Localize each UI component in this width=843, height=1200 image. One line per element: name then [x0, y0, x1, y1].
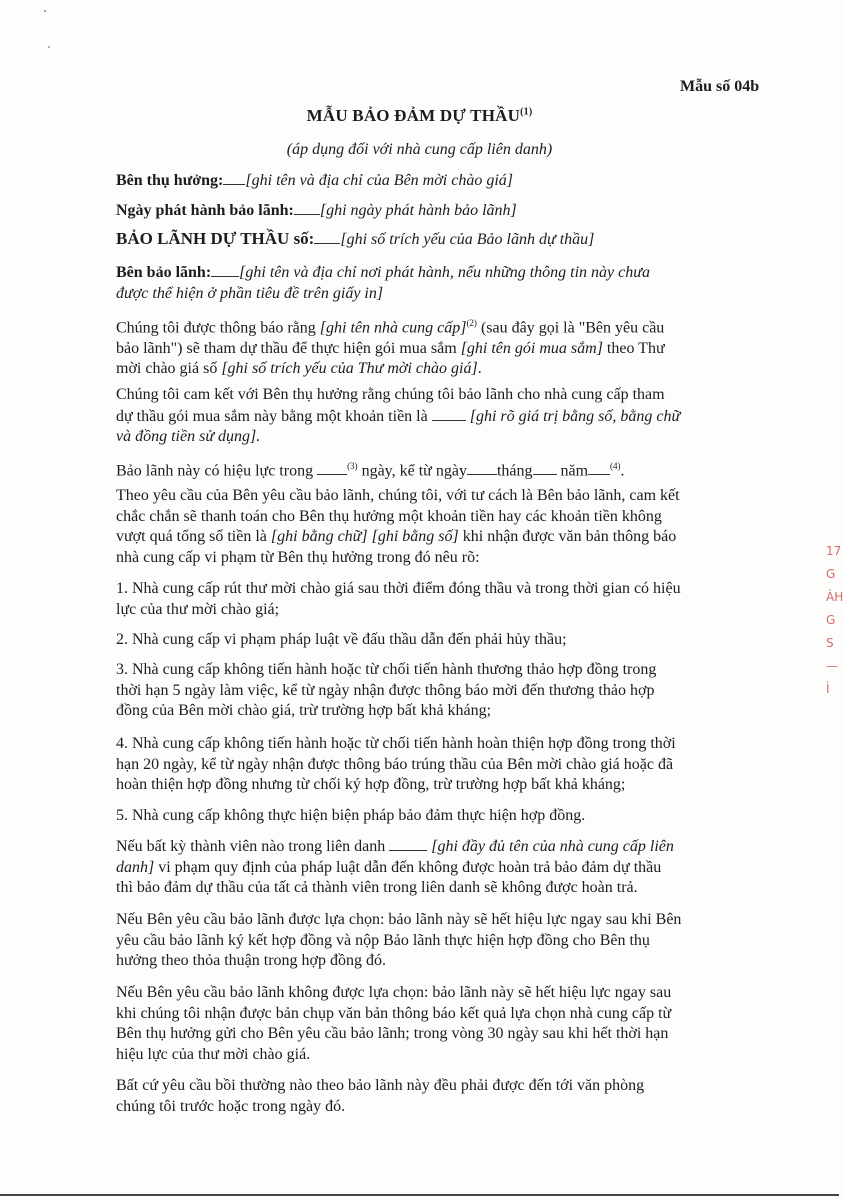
blank-line	[294, 200, 320, 215]
blank-line	[588, 460, 610, 475]
blank-line	[211, 262, 239, 277]
paragraph-not-selected: Nếu Bên yêu cầu bảo lãnh không được lựa chọn: bảo lãnh này sẽ hết hiệu lực ngay sau khi chúng tôi nhận được bản chụp văn bản thông báo kết quả lựa chọn nhà cung cấp từ Bên thụ hưởng gửi cho Bên yêu cầu bảo lãnh; trong vòng 30 ngày sau khi hết thời hạn hiệu lực của thư mời chào giá.	[116, 984, 672, 1063]
blank-line	[432, 406, 466, 421]
blank-line	[317, 460, 347, 475]
blank-line	[389, 836, 427, 851]
blank-line	[223, 170, 245, 185]
guarantor-line: Bên bảo lãnh: [ghi tên và địa chỉ nơi phát hành, nếu những thông tin này chưa được thể hiện ở phần tiêu đề trên giấy in]	[116, 264, 650, 302]
issue-date-line: Ngày phát hành bảo lãnh: [ghi ngày phát hành bảo lãnh]	[116, 202, 517, 219]
list-item: 5. Nhà cung cấp không thực hiện biện pháp bảo đảm thực hiện hợp đồng.	[116, 807, 586, 824]
paragraph-notification: Chúng tôi được thông báo rằng [ghi tên nhà cung cấp]$^{(2)}$ (sau đây gọi là "Bên yêu cầu bảo lãnh") sẽ tham dự thầu để thực hiện gói mua sắm [ghi tên gói mua sắm] theo Thư mời chào giá số [ghi số trích yếu của Thư mời chào giá].	[116, 318, 665, 378]
form-number: Mẫu số 04b	[680, 78, 760, 95]
paragraph-commitment: Chúng tôi cam kết với Bên thụ hưởng rằng chúng tôi bảo lãnh cho nhà cung cấp tham dự thầu gói mua sắm này bằng một khoản tiền là [ghi rõ giá trị bằng số, bằng chữ và đồng tiền sử dụng].	[116, 386, 681, 445]
scan-speck	[48, 46, 50, 48]
beneficiary-line: Bên thụ hưởng: [ghi tên và địa chỉ của Bên mời chào giá]	[116, 172, 513, 189]
footnote-ref: (1)	[520, 106, 533, 118]
paragraph-joint-venture: Nếu bất kỳ thành viên nào trong liên danh [ghi đầy đủ tên của nhà cung cấp liên danh] vi phạm quy định của pháp luật dẫn đến không được hoàn trả bảo đảm dự thầu thì bảo đảm dự thầu của tất cả thành viên trong liên danh sẽ không được hoàn trả.	[116, 838, 674, 896]
list-item: 2. Nhà cung cấp vi phạm pháp luật về đấu thầu dẫn đến phải hủy thầu;	[116, 631, 567, 648]
paragraph-payment: Theo yêu cầu của Bên yêu cầu bảo lãnh, chúng tôi, với tư cách là Bên bảo lãnh, cam kết chắc chắn sẽ thanh toán cho Bên thụ hưởng một khoản tiền hay các khoản tiền không vượt quá tổng số tiền là [ghi bằng chữ] [ghi bằng số] khi nhận được văn bản thông báo nhà cung cấp vi phạm từ Bên thụ hưởng trong đó nêu rõ:	[116, 487, 680, 566]
blank-line	[314, 229, 340, 244]
blank-line	[467, 460, 497, 475]
margin-stamp: 17 G ÀH G S — Ì	[826, 544, 843, 696]
page-bottom-rule	[0, 1194, 839, 1196]
paragraph-validity: Bảo lãnh này có hiệu lực trong $^{(3)}$ ngày, kể từ ngày tháng năm $^{(4)}$.	[116, 461, 625, 480]
paragraph-claims: Bất cứ yêu cầu bồi thường nào theo bảo lãnh này đều phải được đến tới văn phòng chúng tôi trước hoặc trong ngày đó.	[116, 1077, 645, 1115]
list-item: 3. Nhà cung cấp không tiến hành hoặc từ chối tiến hành thương thảo hợp đồng trong thời hạn 5 ngày làm việc, kể từ ngày nhận được thông báo mời đến thương thảo hợp đồng của Bên mời chào giá, trừ trường hợp bất khả kháng;	[116, 661, 657, 719]
paragraph-selected: Nếu Bên yêu cầu bảo lãnh được lựa chọn: bảo lãnh này sẽ hết hiệu lực ngay sau khi Bên yêu cầu bảo lãnh ký kết hợp đồng và nộp Bảo lãnh thực hiện hợp đồng cho Bên thụ hưởng theo thỏa thuận trong hợp đồng đó.	[116, 911, 682, 969]
document-subtitle: (áp dụng đối với nhà cung cấp liên danh)	[286, 141, 553, 158]
list-item: 4. Nhà cung cấp không tiến hành hoặc từ chối tiến hành hoàn thiện hợp đồng trong thời hạn 20 ngày, kể từ ngày nhận được thông báo trúng thầu của Bên mời chào giá hoặc đã hoàn thiện hợp đồng nhưng từ chối ký hợp đồng, trừ trường hợp bất khả kháng;	[116, 735, 676, 793]
document-title: MẪU BẢO ĐẢM DỰ THẦU$^{(1)}$	[306, 106, 533, 125]
guarantee-number-line: BẢO LÃNH DỰ THẦU số: [ghi số trích yếu của Bảo lãnh dự thầu]	[116, 229, 595, 248]
blank-line	[533, 460, 557, 475]
list-item: 1. Nhà cung cấp rút thư mời chào giá sau thời điểm đóng thầu và trong thời gian có hiệu lực của thư mời chào giá;	[116, 580, 681, 618]
scan-speck	[44, 10, 46, 12]
